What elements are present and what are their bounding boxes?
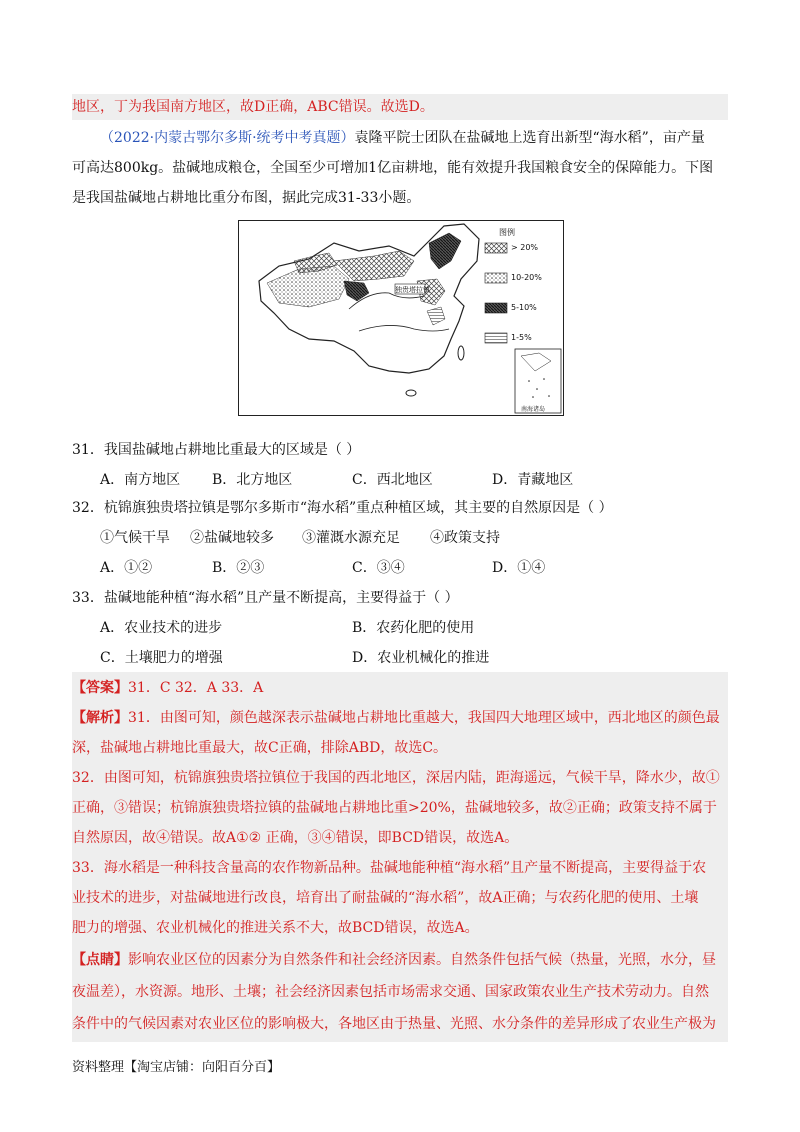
intro-line-1 bbox=[100, 128, 705, 148]
q33-stem: 33．盐碱地能种植“海水稻”且产量不断提高，主要得益于（ ） bbox=[72, 590, 459, 606]
answer-line bbox=[72, 678, 263, 698]
analysis-line-7: 业技术的进步，对盐碱地进行改良，培育出了耐盐碱的“海水稻”，故A正确；与农药化肥的使用、土壤 bbox=[72, 890, 699, 906]
q32-option-c: C．③④ bbox=[352, 560, 405, 576]
analysis-line-4: 正确，③错误；杭锦旗独贵塔拉镇的盐碱地占耕地比重>20%，盐碱地较多，故②正确；政策支持不属于 bbox=[72, 800, 717, 816]
tip-text-1: 影响农业区位的因素分为自然条件和社会经济因素。自然条件包括气候（热量，光照，水分，昼 bbox=[128, 952, 716, 968]
saline-land-map bbox=[238, 220, 564, 416]
previous-answer-tail: 地区，丁为我国南方地区，故D正确，ABC错误。故选D。 bbox=[72, 99, 434, 115]
legend-label-5-10: 5-10% bbox=[511, 303, 537, 312]
tip-line-3: 条件中的气候因素对农业区位的影响极大，各地区由于热量、光照、水分条件的差异形成了农业生产极为 bbox=[72, 1016, 716, 1032]
q33-option-b: B．农药化肥的使用 bbox=[352, 620, 475, 636]
q33-option-c: C．土壤肥力的增强 bbox=[100, 650, 223, 666]
intro-line-3: 是我国盐碱地占耕地比重分布图，据此完成31-33小题。 bbox=[72, 190, 421, 206]
page-footer: 资料整理【淘宝店铺：向阳百分百】 bbox=[72, 1060, 281, 1075]
taiwan-island bbox=[458, 346, 464, 360]
analysis-text-1: 31．由图可知，颜色越深表示盐碱地占耕地比重越大，我国四大地理区域中，西北地区的颜色最 bbox=[128, 710, 720, 726]
q32-option-a: A．①② bbox=[100, 560, 153, 576]
intro-text-1: 袁隆平院士团队在盐碱地上选育出新型“海水稻”，亩产量 bbox=[354, 130, 705, 146]
q31-stem: 31．我国盐碱地占耕地比重最大的区域是（ ） bbox=[72, 442, 361, 458]
tip-line-2: 夜温差），水资源。地形、土壤；社会经济因素包括市场需求交通、国家政策农业生产技术劳动力。自然 bbox=[72, 984, 709, 1000]
hainan-island bbox=[406, 390, 416, 396]
q32-item-3: ③灌溉水源充足 bbox=[302, 530, 400, 546]
legend-swatch-1-5 bbox=[485, 333, 507, 343]
q31-option-b: B．北方地区 bbox=[212, 472, 293, 488]
question-source: （2022·内蒙古鄂尔多斯·统考中考真题） bbox=[100, 130, 355, 146]
q31-option-c: C．西北地区 bbox=[352, 472, 433, 488]
intro-line-2: 可高达800kg。盐碱地成粮仓，全国至少可增加1亿亩耕地，能有效提升我国粮食安全的保障能力。下图 bbox=[72, 160, 714, 176]
analysis-line-6: 33．海水稻是一种科技含量高的农作物新品种。盐碱地能种植“海水稻”且产量不断提高，主要得益于农 bbox=[72, 860, 707, 876]
legend-label-gt20: > 20% bbox=[511, 243, 539, 252]
q32-stem: 32．杭锦旗独贵塔拉镇是鄂尔多斯市“海水稻”重点种植区域，其主要的自然原因是（ ） bbox=[72, 500, 613, 516]
answer-text: 31．C 32．A 33．A bbox=[128, 680, 264, 696]
analysis-tag: 【解析】 bbox=[72, 710, 128, 726]
q32-option-b: B．②③ bbox=[212, 560, 265, 576]
analysis-line-8: 肥力的增强、农业机械化的推进关系不大，故BCD错误，故选A。 bbox=[72, 920, 479, 936]
legend-swatch-5-10 bbox=[485, 303, 507, 313]
q32-item-2: ②盐碱地较多 bbox=[190, 530, 274, 546]
legend-swatch-gt20 bbox=[485, 243, 507, 253]
analysis-line-5: 自然原因，故④错误。故A①② 正确，③④错误，即BCD错误，故选A。 bbox=[72, 830, 519, 846]
q33-option-a: A．农业技术的进步 bbox=[100, 620, 223, 636]
analysis-line-1 bbox=[72, 708, 720, 728]
legend-title: 图例 bbox=[499, 228, 515, 237]
q31-option-d: D．青藏地区 bbox=[492, 472, 574, 488]
q32-option-d: D．①④ bbox=[492, 560, 546, 576]
analysis-line-2: 深，盐碱地占耕地比重最大，故C正确，排除ABD，故选C。 bbox=[72, 740, 448, 756]
legend-label-1-5: 1-5% bbox=[511, 333, 532, 342]
place-label: 独贵塔拉镇 bbox=[395, 286, 430, 294]
analysis-line-3: 32．由图可知，杭锦旗独贵塔拉镇位于我国的西北地区，深居内陆，距海遥远，气候干旱，降水少，故① bbox=[72, 770, 720, 786]
tip-tag: 【点睛】 bbox=[72, 952, 128, 968]
q31-option-a: A．南方地区 bbox=[100, 472, 181, 488]
tip-line-1 bbox=[72, 950, 716, 970]
legend-swatch-10-20 bbox=[485, 273, 507, 283]
answer-tag: 【答案】 bbox=[72, 680, 128, 696]
legend-label-10-20: 10-20% bbox=[511, 273, 542, 282]
q32-item-4: ④政策支持 bbox=[430, 530, 500, 546]
inset-label: 南海诸岛 bbox=[521, 406, 546, 413]
q32-item-1: ①气候干旱 bbox=[100, 530, 170, 546]
q33-option-d: D．农业机械化的推进 bbox=[352, 650, 490, 666]
